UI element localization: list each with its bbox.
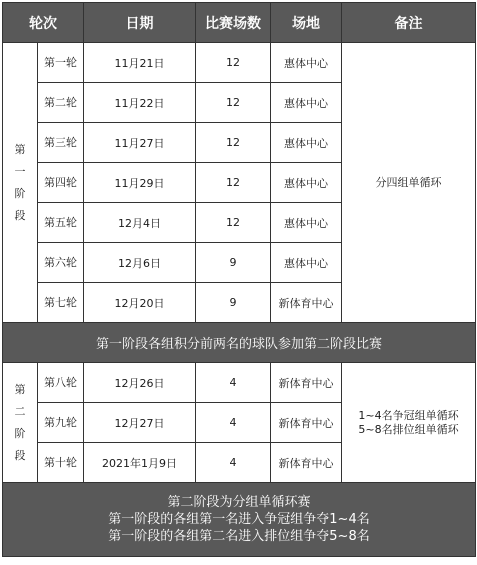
header-matches: 比赛场数 xyxy=(196,3,271,43)
stage1-label-char: 一 xyxy=(14,164,26,178)
venue-cell: 惠体中心 xyxy=(271,43,342,83)
date-cell: 2021年1月9日 xyxy=(84,443,196,483)
venue-cell: 惠体中心 xyxy=(271,243,342,283)
matches-cell: 12 xyxy=(196,43,271,83)
stage2-label xyxy=(3,363,84,483)
date-cell: 11月22日 xyxy=(84,83,196,123)
header-round: 轮次 xyxy=(3,3,84,43)
matches-cell: 12 xyxy=(196,83,271,123)
stage2-label-char: 阶 xyxy=(14,426,26,440)
stage1-label-char: 阶 xyxy=(14,186,26,200)
date-cell: 12月26日 xyxy=(84,363,196,403)
header-row xyxy=(3,3,476,43)
stage1-label-char: 段 xyxy=(14,208,26,222)
venue-cell: 惠体中心 xyxy=(271,203,342,243)
schedule-table xyxy=(2,2,476,557)
matches-cell: 12 xyxy=(196,203,271,243)
date-cell: 12月27日 xyxy=(84,403,196,443)
stage2-label-char: 段 xyxy=(14,448,26,462)
header-date: 日期 xyxy=(84,3,196,43)
stage1-summary-row xyxy=(3,323,476,363)
matches-cell: 9 xyxy=(196,243,271,283)
venue-cell: 惠体中心 xyxy=(271,163,342,203)
stage2-label-char: 第 xyxy=(14,382,26,396)
venue-cell: 新体育中心 xyxy=(271,283,342,323)
stage2-summary xyxy=(3,483,476,557)
stage2-summary-line: 第二阶段为分组单循环赛 xyxy=(167,495,311,510)
matches-cell: 4 xyxy=(196,403,271,443)
matches-cell: 12 xyxy=(196,163,271,203)
table-header xyxy=(3,3,476,43)
venue-cell: 惠体中心 xyxy=(271,83,342,123)
matches-cell: 9 xyxy=(196,283,271,323)
round-cell: 第一轮 xyxy=(38,43,83,83)
stage1-summary: 第一阶段各组积分前两名的球队参加第二阶段比赛 xyxy=(3,323,476,363)
date-cell: 11月27日 xyxy=(84,123,196,163)
date-cell: 12月4日 xyxy=(84,203,196,243)
matches-cell: 4 xyxy=(196,443,271,483)
round-cell: 第五轮 xyxy=(38,203,83,243)
round-cell: 第四轮 xyxy=(38,163,83,203)
stage1-label-char: 第 xyxy=(14,142,26,156)
stage2-summary-line: 第一阶段的各组第一名进入争冠组争夺1~4名 xyxy=(108,512,370,527)
stage2-note-line: 1~4名争冠组单循环 xyxy=(358,408,459,422)
date-cell: 11月21日 xyxy=(84,43,196,83)
matches-cell: 12 xyxy=(196,123,271,163)
venue-cell: 惠体中心 xyxy=(271,123,342,163)
date-cell: 12月20日 xyxy=(84,283,196,323)
venue-cell: 新体育中心 xyxy=(271,443,342,483)
round-cell: 第六轮 xyxy=(38,243,83,283)
venue-cell: 新体育中心 xyxy=(271,363,342,403)
stage1-note: 分四组单循环 xyxy=(342,43,476,323)
table-body xyxy=(3,43,476,557)
stage2-note-line: 5~8名排位组单循环 xyxy=(358,422,459,436)
round-cell: 第十轮 xyxy=(44,455,77,469)
stage2-summary-line: 第一阶段的各组第二名进入排位组争夺5~8名 xyxy=(108,529,370,544)
header-note: 备注 xyxy=(342,3,476,43)
round-cell: 第三轮 xyxy=(38,123,83,163)
date-cell: 11月29日 xyxy=(84,163,196,203)
stage2-note xyxy=(342,363,476,483)
venue-cell: 新体育中心 xyxy=(271,403,342,443)
round-cell: 第七轮 xyxy=(44,295,77,309)
table-row xyxy=(3,363,476,403)
matches-cell: 4 xyxy=(196,363,271,403)
stage2-summary-row xyxy=(3,483,476,557)
round-cell: 第二轮 xyxy=(38,83,83,123)
stage2-label-char: 二 xyxy=(14,404,26,418)
round-cell: 第八轮 xyxy=(38,363,83,403)
date-cell: 12月6日 xyxy=(84,243,196,283)
stage1-label xyxy=(3,43,84,323)
header-venue: 场地 xyxy=(271,3,342,43)
round-cell: 第九轮 xyxy=(38,403,83,443)
table-row xyxy=(3,43,476,83)
